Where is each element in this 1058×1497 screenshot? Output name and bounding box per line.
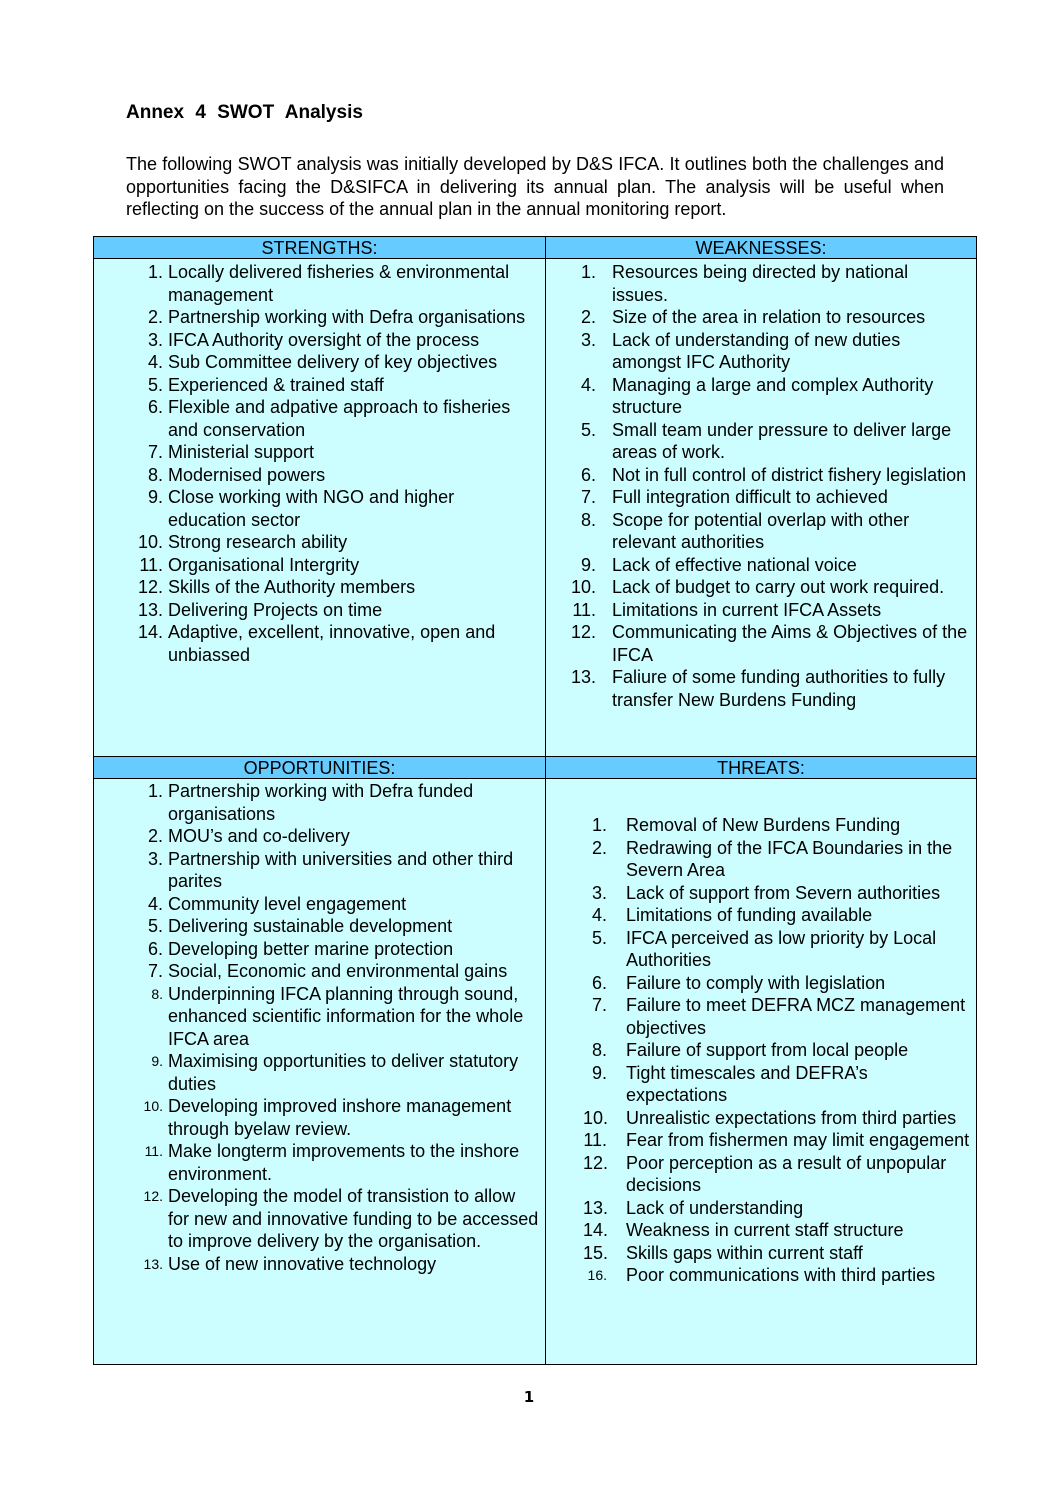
list-item-text: Delivering Projects on time — [168, 599, 383, 620]
list-item-text: Lack of effective national voice — [612, 554, 857, 575]
list-item-text: Failure of support from local people — [626, 1040, 909, 1060]
list-item-text: Small team under pressure to deliver large areas of work. — [612, 419, 952, 462]
list-item — [583, 837, 973, 882]
list-item — [134, 441, 534, 464]
opportunities-list — [134, 780, 539, 1275]
list-item-number: 3. — [147, 848, 163, 869]
list-item — [569, 554, 969, 577]
list-item-text: IFCA Authority oversight of the process — [168, 329, 480, 350]
list-item-text: Delivering sustainable development — [168, 916, 453, 936]
list-item-number: 1. — [591, 815, 607, 835]
list-item-number: 14. — [137, 622, 163, 642]
list-item — [583, 1129, 973, 1152]
list-item — [583, 972, 973, 995]
list-item — [134, 554, 534, 577]
list-item — [134, 825, 539, 848]
list-item-text: MOU’s and co-delivery — [168, 826, 350, 846]
list-item — [134, 261, 534, 306]
list-item-number: 10. — [583, 1107, 609, 1128]
page-number: 1 — [523, 1388, 535, 1406]
list-item — [134, 396, 534, 441]
list-item-number: 6. — [580, 464, 596, 485]
list-item-number: 5. — [580, 419, 596, 440]
list-item — [134, 1140, 539, 1185]
list-item-text: Social, Economic and environmental gains — [168, 961, 508, 981]
list-item-number: 13. — [137, 599, 163, 620]
list-item-number: 2. — [591, 837, 607, 858]
column-divider — [545, 237, 546, 1364]
list-item-text: Redrawing of the IFCA Boundaries in the Severn Area — [626, 837, 953, 880]
list-item-number: 8. — [151, 985, 163, 1002]
list-item-text: Managing a large and complex Authority structure — [612, 374, 934, 417]
list-item — [583, 994, 973, 1039]
list-item-text: Poor perception as a result of unpopular decisions — [626, 1152, 947, 1195]
list-item-number: 10. — [570, 577, 596, 597]
list-item-number: 9. — [147, 487, 163, 507]
list-item — [134, 960, 539, 983]
weaknesses-heading: WEAKNESSES: — [546, 237, 976, 259]
list-item-number: 11. — [572, 599, 596, 620]
list-item — [134, 486, 534, 531]
list-item-text: Developing improved inshore management through byelaw review. — [168, 1096, 512, 1139]
list-item — [569, 599, 969, 622]
weaknesses-list — [569, 261, 969, 711]
list-item-text: IFCA perceived as low priority by Local Authorities — [626, 927, 937, 970]
threats-list — [583, 814, 973, 1287]
list-item-text: Unrealistic expectations from third parties — [626, 1107, 957, 1128]
list-item — [583, 1219, 973, 1242]
list-item — [134, 893, 539, 916]
list-item — [583, 1242, 973, 1265]
list-item-number: 12. — [137, 577, 163, 597]
list-item-number: 16. — [587, 1267, 607, 1283]
list-item — [134, 531, 534, 554]
list-item-text: Communicating the Aims & Objectives of the IFCA — [612, 622, 968, 665]
list-item-number: 7. — [580, 487, 596, 507]
list-item — [569, 374, 969, 419]
list-item-text: Lack of understanding — [626, 1197, 804, 1218]
list-item-number: 6. — [147, 938, 163, 959]
list-item — [569, 329, 969, 374]
list-item-text: Organisational Intergrity — [168, 554, 360, 575]
list-item-number: 7. — [147, 961, 163, 981]
list-item-number: 10. — [137, 532, 163, 552]
list-item-text: Lack of budget to carry out work required. — [612, 577, 945, 597]
list-item-number: 7. — [591, 995, 607, 1015]
list-item-text: Ministerial support — [168, 442, 315, 462]
list-item-text: Use of new innovative technology — [168, 1253, 437, 1274]
list-item-number: 9. — [591, 1062, 607, 1083]
list-item-number: 4. — [147, 893, 163, 914]
list-item — [134, 983, 539, 1051]
list-item-number: 6. — [147, 397, 163, 417]
list-item-text: Partnership working with Defra organisations — [168, 307, 526, 327]
list-item-number: 4. — [591, 905, 607, 925]
list-item-text: Lack of understanding of new duties amongst IFC Authority — [612, 329, 901, 372]
list-item-number: 9. — [580, 554, 596, 575]
list-item-text: Skills of the Authority members — [168, 577, 416, 597]
list-item — [134, 576, 534, 599]
list-item-number: 2. — [580, 307, 596, 327]
list-item-number: 5. — [591, 927, 607, 948]
list-item — [569, 306, 969, 329]
list-item-text: Strong research ability — [168, 532, 348, 552]
list-item-number: 9. — [151, 1053, 163, 1069]
list-item-number: 1. — [147, 262, 163, 282]
list-item — [134, 621, 534, 666]
strengths-list — [134, 261, 534, 666]
list-item-text: Developing better marine protection — [168, 938, 454, 959]
list-item-number: 8. — [580, 509, 596, 530]
list-item-number: 3. — [580, 329, 596, 350]
list-item — [134, 599, 534, 622]
list-item — [583, 904, 973, 927]
list-item — [569, 464, 969, 487]
list-item-text: Size of the area in relation to resources — [612, 307, 926, 327]
list-item — [569, 666, 969, 711]
list-item-number: 1. — [147, 781, 163, 801]
list-item-text: Close working with NGO and higher education sector — [168, 487, 455, 530]
list-item — [134, 915, 539, 938]
list-item — [583, 814, 973, 837]
list-item-text: Flexible and adpative approach to fisheries and conservation — [168, 397, 511, 440]
list-item-text: Tight timescales and DEFRA’s expectations — [626, 1062, 868, 1105]
list-item-number: 4. — [147, 352, 163, 372]
list-item — [134, 464, 534, 487]
list-item-number: 5. — [147, 374, 163, 395]
list-item-text: Weakness in current staff structure — [626, 1220, 904, 1240]
list-item — [134, 1253, 539, 1276]
list-item — [134, 351, 534, 374]
list-item — [569, 509, 969, 554]
list-item-number: 12. — [583, 1152, 609, 1173]
list-item-text: Underpinning IFCA planning through sound, enhanced scientific information for the whole IFCA area — [168, 983, 524, 1049]
list-item — [569, 576, 969, 599]
opportunities-heading: OPPORTUNITIES: — [94, 757, 545, 779]
list-item — [569, 621, 969, 666]
list-item-number: 7. — [147, 442, 163, 462]
list-item — [569, 261, 969, 306]
list-item-number: 12. — [570, 622, 596, 642]
page-title: Annex 4 SWOT Analysis — [126, 102, 363, 123]
list-item-number: 13. — [143, 1255, 163, 1272]
list-item-number: 13. — [583, 1197, 609, 1218]
list-item-text: Adaptive, excellent, innovative, open and unbiassed — [168, 622, 496, 665]
list-item-text: Community level engagement — [168, 893, 407, 914]
list-item — [134, 938, 539, 961]
list-item-number: 8. — [591, 1040, 607, 1060]
list-item-text: Experienced & trained staff — [168, 374, 384, 395]
list-item — [134, 306, 534, 329]
list-item — [583, 1039, 973, 1062]
list-item — [583, 1062, 973, 1107]
list-item-number: 4. — [580, 374, 596, 395]
list-item-text: Limitations of funding available — [626, 905, 873, 925]
list-item-text: Limitations in current IFCA Assets — [612, 599, 882, 620]
list-item — [134, 329, 534, 352]
list-item-number: 6. — [591, 972, 607, 993]
list-item-number: 11. — [144, 1143, 163, 1159]
list-item-text: Removal of New Burdens Funding — [626, 815, 901, 835]
list-item-number: 2. — [147, 307, 163, 327]
list-item-text: Skills gaps within current staff — [626, 1242, 863, 1263]
list-item-number: 3. — [591, 882, 607, 903]
list-item-number: 14. — [583, 1220, 609, 1240]
list-item-text: Make longterm improvements to the inshore environment. — [168, 1141, 520, 1184]
list-item-number: 2. — [147, 826, 163, 846]
list-item-number: 11. — [139, 554, 163, 575]
list-item-number: 12. — [143, 1188, 163, 1204]
swot-table — [93, 236, 977, 1365]
list-item-text: Failure to meet DEFRA MCZ management objectives — [626, 995, 966, 1038]
list-item-text: Failure to comply with legislation — [626, 972, 886, 993]
threats-heading: THREATS: — [546, 757, 976, 779]
list-item-text: Sub Committee delivery of key objectives — [168, 352, 498, 372]
list-item — [134, 1050, 539, 1095]
intro-paragraph: The following SWOT analysis was initially developed by D&S IFCA. It outlines both the challenges and opportunities facing the D&SIFCA in delivering its annual plan. The analysis will be useful when reflecting on the success of the annual plan in the annual monitoring report. — [126, 154, 944, 219]
list-item — [134, 374, 534, 397]
list-item-number: 15. — [583, 1242, 609, 1263]
list-item — [134, 1095, 539, 1140]
list-item-number: 13. — [570, 667, 596, 687]
list-item-number: 10. — [143, 1098, 163, 1114]
list-item — [569, 419, 969, 464]
list-item-number: 11. — [583, 1130, 607, 1150]
strengths-heading: STRENGTHS: — [94, 237, 545, 259]
list-item-text: Partnership working with Defra funded organisations — [168, 781, 474, 824]
list-item — [583, 1197, 973, 1220]
list-item-text: Fear from fishermen may limit engagement — [626, 1130, 970, 1150]
list-item-text: Poor communications with third parties — [626, 1265, 936, 1285]
list-item-text: Lack of support from Severn authorities — [626, 882, 941, 903]
list-item-text: Maximising opportunities to deliver statutory duties — [168, 1051, 519, 1094]
list-item-number: 1. — [580, 262, 596, 282]
list-item-text: Full integration difficult to achieved — [612, 487, 888, 507]
list-item-number: 3. — [147, 329, 163, 350]
list-item-text: Not in full control of district fishery legislation — [612, 464, 967, 485]
list-item — [583, 927, 973, 972]
list-item-number: 5. — [147, 916, 163, 936]
list-item — [583, 882, 973, 905]
list-item-text: Resources being directed by national issues. — [612, 262, 909, 305]
list-item-text: Developing the model of transistion to allow for new and innovative funding to be accessed to improve delivery by the organisation. — [168, 1186, 539, 1251]
list-item — [569, 486, 969, 509]
list-item-text: Locally delivered fisheries & environmental management — [168, 262, 510, 305]
list-item — [134, 780, 539, 825]
list-item — [134, 1185, 539, 1253]
list-item-text: Modernised powers — [168, 464, 326, 485]
list-item-text: Faliure of some funding authorities to fully transfer New Burdens Funding — [612, 667, 946, 710]
list-item-number: 8. — [147, 464, 163, 485]
list-item — [583, 1107, 973, 1130]
list-item — [583, 1152, 973, 1197]
list-item — [134, 848, 539, 893]
list-item — [583, 1264, 973, 1287]
list-item-text: Scope for potential overlap with other relevant authorities — [612, 509, 910, 552]
list-item-text: Partnership with universities and other third parites — [168, 848, 514, 891]
